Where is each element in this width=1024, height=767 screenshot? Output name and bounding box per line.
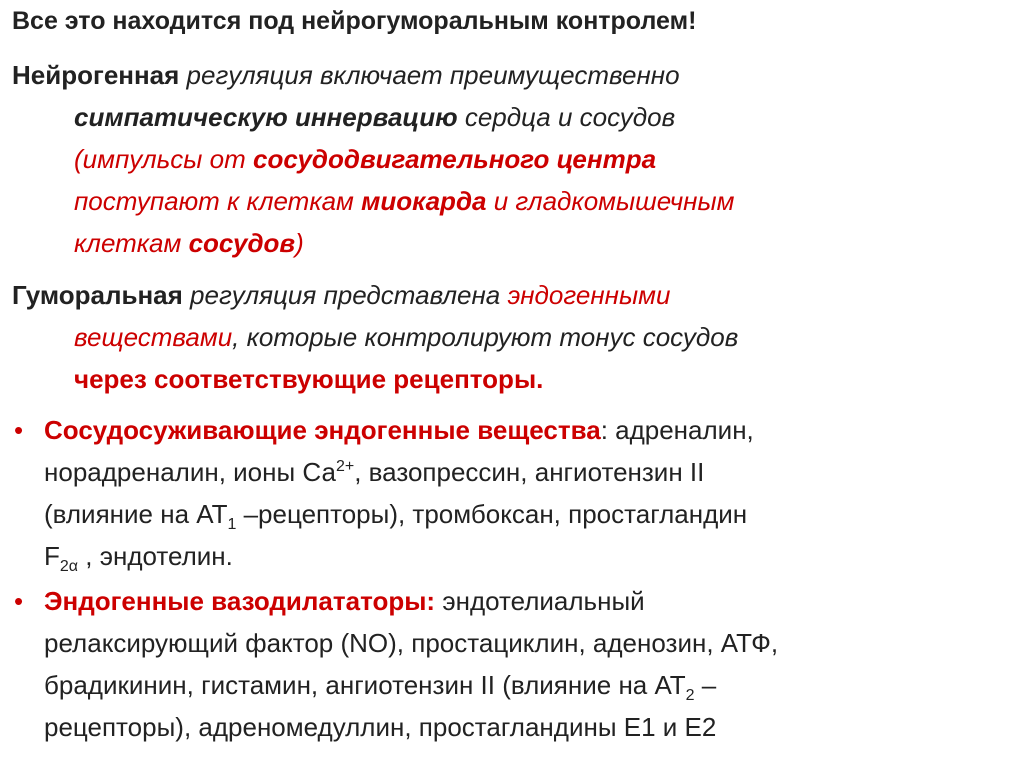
b1-text: , эндотелин. — [78, 541, 233, 571]
b2-line-2 — [44, 626, 778, 660]
p2-text: , которые контролируют тонус сосудов — [232, 322, 739, 352]
p2-line-3 — [74, 362, 543, 396]
p1-line-5 — [74, 226, 304, 260]
b1-line-1 — [44, 413, 754, 447]
b1-line-4 — [44, 539, 233, 573]
b2-text: – — [694, 670, 717, 700]
b1-text: (влияние на АТ — [44, 499, 228, 529]
p2-term-endogenous: эндогенными — [507, 280, 671, 310]
p1-term-neurogenic: Нейрогенная — [12, 60, 180, 90]
b2-text: рецепторы), адреномедуллин, простагландины Е1 и Е2 — [44, 712, 717, 742]
b1-heading: Сосудосуживающие эндогенные вещества — [44, 415, 601, 445]
b1-subscript: 1 — [227, 516, 237, 533]
b2-line-1 — [44, 584, 645, 618]
b1-text: : адреналин, — [600, 415, 754, 445]
p1-text: поступают к клеткам — [74, 186, 362, 216]
p1-line-2 — [74, 100, 675, 134]
b1-text: норадреналин, ионы Са — [44, 457, 336, 487]
slide-title: Все это находится под нейрогуморальным контролем! — [12, 7, 697, 35]
p1-term-sympathetic: симпатическую иннервацию — [74, 102, 458, 132]
p1-term-vasomotor-center: сосудодвигательного центра — [253, 144, 657, 174]
b2-text: брадикинин, гистамин, ангиотензин II (влияние на АТ — [44, 670, 686, 700]
p2-line-2 — [74, 320, 738, 354]
b2-subscript: 2 — [685, 687, 695, 704]
p1-term-vessels: сосудов — [188, 228, 296, 258]
p2-receptors-text: через соответствующие рецепторы. — [74, 364, 544, 394]
p1-line-1 — [12, 58, 680, 92]
p2-line-1 — [12, 278, 670, 312]
bullet-marker: • — [14, 415, 24, 445]
p1-text: и гладкомышечным — [486, 186, 735, 216]
b1-text: –рецепторы), тромбоксан, простагландин — [236, 499, 748, 529]
b1-text: F — [44, 541, 60, 571]
p1-text: ) — [295, 228, 304, 258]
b1-subscript: 2α — [59, 558, 79, 575]
p1-term-myocardium: миокарда — [361, 186, 487, 216]
p1-text: сердца и сосудов — [457, 102, 676, 132]
p2-term-substances: веществами — [74, 322, 233, 352]
b1-superscript: 2+ — [335, 458, 355, 475]
p1-line-3 — [74, 142, 656, 176]
p1-text: клеткам — [74, 228, 189, 258]
p2-term-humoral: Гуморальная — [12, 280, 183, 310]
p1-text: (импульсы от — [74, 144, 253, 174]
p1-line-4 — [74, 184, 734, 218]
p1-text: регуляция включает преимущественно — [179, 60, 680, 90]
p2-text: регуляция представлена — [182, 280, 508, 310]
b2-heading: Эндогенные вазодилататоры: — [44, 586, 436, 616]
b2-line-4 — [44, 710, 716, 744]
b1-line-3 — [44, 497, 747, 531]
b1-text: , вазопрессин, ангиотензин II — [354, 457, 705, 487]
b1-line-2 — [44, 455, 704, 489]
b2-text: релаксирующий фактор (NO), простациклин, аденозин, АТФ, — [44, 628, 779, 658]
b2-text: эндотелиальный — [435, 586, 645, 616]
bullet-marker: • — [14, 586, 24, 616]
b2-line-3 — [44, 668, 716, 702]
